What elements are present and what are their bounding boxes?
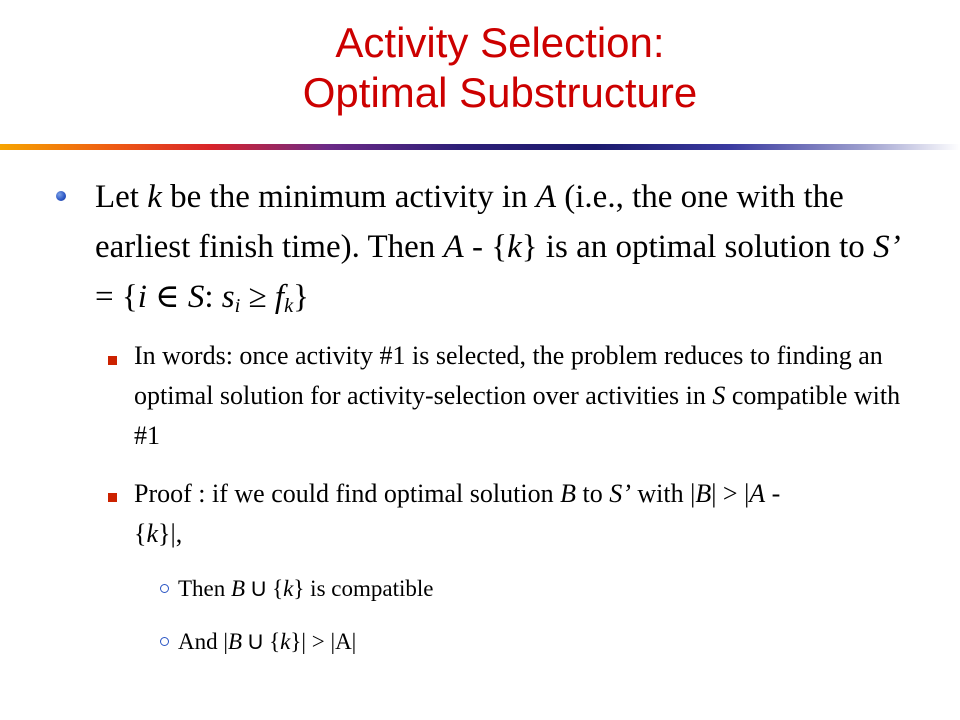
title-line-1: Activity Selection: bbox=[335, 19, 665, 66]
var-a: A bbox=[443, 229, 464, 265]
text: be the minimum activity in bbox=[161, 179, 536, 215]
text: (i.e., the one with the earliest finish time). Then bbox=[95, 179, 844, 265]
title-divider bbox=[0, 144, 960, 150]
var-b: B bbox=[231, 576, 246, 601]
text: Let bbox=[95, 179, 148, 215]
var-k: k bbox=[283, 576, 294, 601]
var-s-prime: S’ bbox=[873, 229, 901, 265]
ring-bullet-icon bbox=[160, 637, 169, 646]
text: } is compatible bbox=[293, 576, 434, 601]
element-of-symbol: ∈ bbox=[146, 279, 188, 315]
text: } bbox=[293, 279, 309, 315]
var-b: B bbox=[227, 629, 243, 654]
var-f: f bbox=[274, 279, 285, 315]
sub-bullet-proof bbox=[134, 474, 834, 554]
title-line-2: Optimal Substructure bbox=[302, 69, 698, 116]
subsub-bullet-compatible bbox=[178, 574, 433, 605]
subscript-i: i bbox=[234, 295, 241, 318]
union-symbol: U bbox=[242, 631, 270, 654]
bullet-dot-icon bbox=[56, 191, 66, 201]
text: }|, bbox=[158, 519, 183, 548]
text: = { bbox=[95, 279, 138, 315]
square-bullet-icon bbox=[108, 493, 117, 502]
union-symbol: U bbox=[245, 578, 273, 601]
var-a: A bbox=[535, 179, 557, 215]
var-k: k bbox=[507, 229, 522, 265]
square-bullet-icon bbox=[108, 356, 117, 365]
text: }| > |A| bbox=[290, 629, 357, 654]
var-s: S bbox=[187, 279, 205, 315]
ge-symbol: ≥ bbox=[240, 279, 275, 315]
text: Proof : if we could find optimal solution bbox=[134, 479, 561, 508]
var-a: A bbox=[749, 479, 766, 508]
subsub-bullet-greater bbox=[178, 627, 356, 658]
text: : bbox=[204, 279, 222, 315]
bullet-main bbox=[95, 172, 925, 322]
var-b: B bbox=[695, 479, 712, 508]
text: { bbox=[269, 629, 281, 654]
text: | > | bbox=[711, 479, 750, 508]
var-s: S bbox=[712, 381, 726, 410]
var-k: k bbox=[146, 519, 159, 548]
var-s-lower: s bbox=[221, 279, 235, 315]
ring-bullet-icon bbox=[160, 584, 169, 593]
var-k: k bbox=[280, 629, 291, 654]
text: Then bbox=[178, 576, 232, 601]
slide-title bbox=[0, 18, 960, 118]
text: to bbox=[575, 479, 610, 508]
text: } is an optimal solution to bbox=[521, 229, 874, 265]
text: compatible with #1 bbox=[134, 381, 901, 450]
sub-bullet-in-words bbox=[134, 336, 914, 456]
text: And | bbox=[178, 629, 228, 654]
var-b: B bbox=[560, 479, 576, 508]
text: { bbox=[272, 576, 284, 601]
var-i: i bbox=[137, 279, 147, 315]
subscript-k: k bbox=[284, 295, 294, 318]
var-k: k bbox=[147, 179, 162, 215]
text: with | bbox=[630, 479, 696, 508]
text: - { bbox=[463, 229, 508, 265]
var-s-prime: S’ bbox=[609, 479, 631, 508]
text: - { bbox=[134, 479, 781, 548]
text: In words: once activity #1 is selected, the problem reduces to finding an optimal solution for activity-selection over activities in bbox=[134, 341, 883, 410]
